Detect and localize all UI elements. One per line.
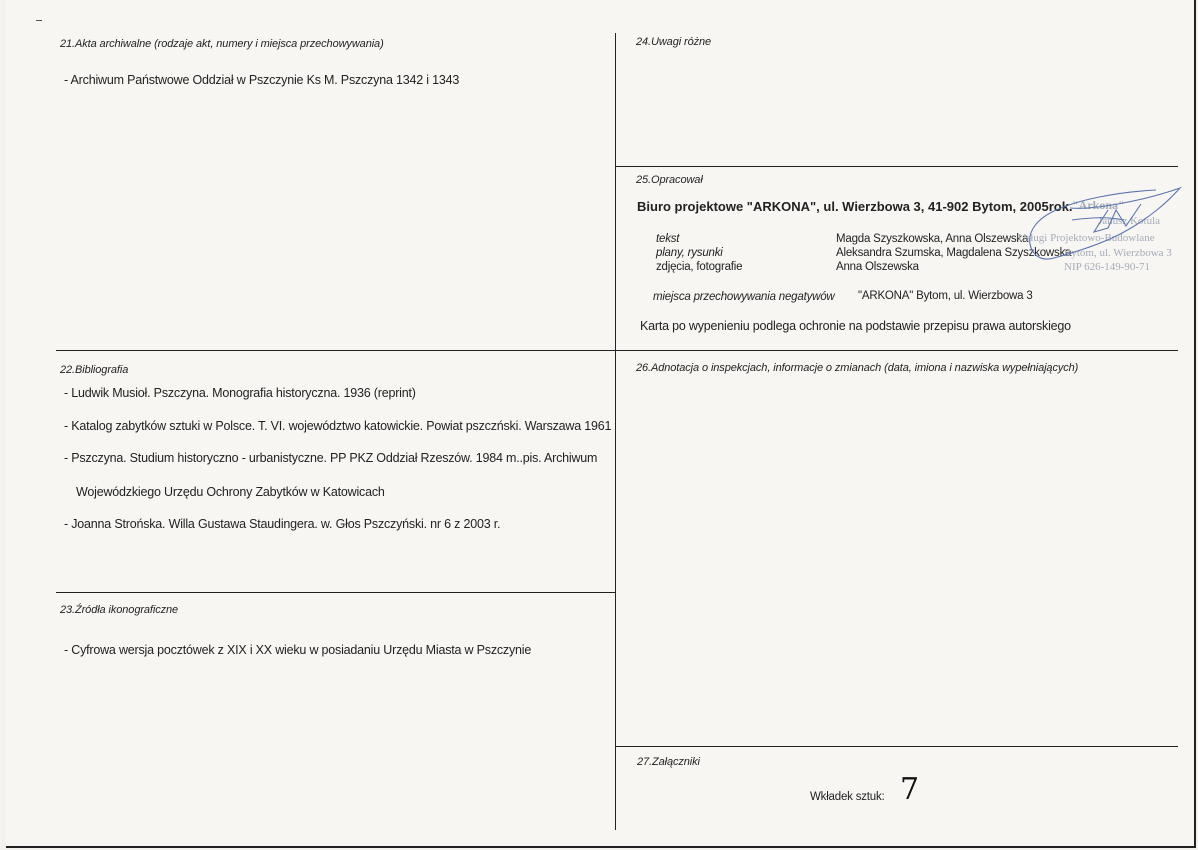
signature	[996, 180, 1186, 290]
role-name: Anna Olszewska	[836, 261, 919, 273]
company-stamp: "Arkona" Janusz Kotula Usługi Projektowo-Budowlane Bytom, ul. Wierzbowa 3 NIP 626-149-90-71	[1018, 198, 1172, 273]
bibliography-item-continuation: Wojewódzkiego Urzędu Ochrony Zabytków w Katowicach	[76, 485, 385, 499]
section-21-label: 21.Akta archiwalne (rodzaje akt, numery i miejsca przechowywania)	[60, 38, 384, 50]
role-label: plany, rysunki	[656, 247, 723, 259]
divider-21-22	[56, 350, 1178, 351]
section-21-item: - Archiwum Państwowe Oddział w Pszczynie Ks M. Pszczyna 1342 i 1343	[64, 73, 460, 87]
role-name: Aleksandra Szumska, Magdalena Szyszkowska	[836, 247, 1072, 259]
inserts-count-value: 7	[900, 772, 920, 807]
bibliography-item: - Katalog zabytków sztuki w Polsce. T. VI. województwo katowickie. Powiat pszczński. Warszawa 1961	[64, 419, 612, 433]
copyright-note: Karta po wypenieniu podlega ochronie na podstawie przepisu prawa autorskiego	[640, 319, 1071, 333]
section-25-label: 25.Opracował	[636, 174, 703, 186]
inserts-count-label: Wkładek sztuk:	[810, 791, 885, 803]
inventory-card	[6, 0, 1196, 848]
section-26-label: 26.Adnotacja o inspekcjach, informacje o zmianach (data, imiona i nazwiska wypełniających)	[636, 362, 1079, 374]
role-label: zdjęcia, fotografie	[656, 261, 743, 273]
section-23-label: 23.Źródła ikonograficzne	[60, 604, 179, 616]
negatives-label: miejsca przechowywania negatywów	[653, 291, 835, 303]
section-22-label: 22.Bibliografia	[60, 364, 129, 376]
column-divider	[615, 33, 616, 830]
divider-26-27	[615, 746, 1178, 747]
section-27-label: 27.Załączniki	[637, 756, 700, 768]
role-name: Magda Szyszkowska, Anna Olszewska	[836, 233, 1029, 245]
divider-22-23	[56, 592, 615, 593]
section-23-item: - Cyfrowa wersja pocztówek z XIX i XX wieku w posiadaniu Urzędu Miasta w Pszczynie	[64, 643, 532, 657]
bibliography-item: - Pszczyna. Studium historyczno - urbanistyczne. PP PKZ Oddział Rzeszów. 1984 m..pis. Archiwum	[64, 451, 598, 465]
corner-mark	[36, 20, 42, 21]
section-24-label: 24.Uwagi różne	[636, 36, 712, 48]
divider-24-25	[615, 166, 1178, 167]
bibliography-item: - Ludwik Musioł. Pszczyna. Monografia historyczna. 1936 (reprint)	[64, 386, 416, 400]
bibliography-item: - Joanna Strońska. Willa Gustawa Staudingera. w. Głos Pszczyński. nr 6 z 2003 r.	[64, 517, 501, 531]
negatives-value: "ARKONA" Bytom, ul. Wierzbowa 3	[858, 290, 1033, 302]
role-label: tekst	[656, 233, 680, 245]
office-name: Biuro projektowe "ARKONA", ul. Wierzbowa 3, 41-902 Bytom, 2005rok.	[637, 199, 1073, 214]
